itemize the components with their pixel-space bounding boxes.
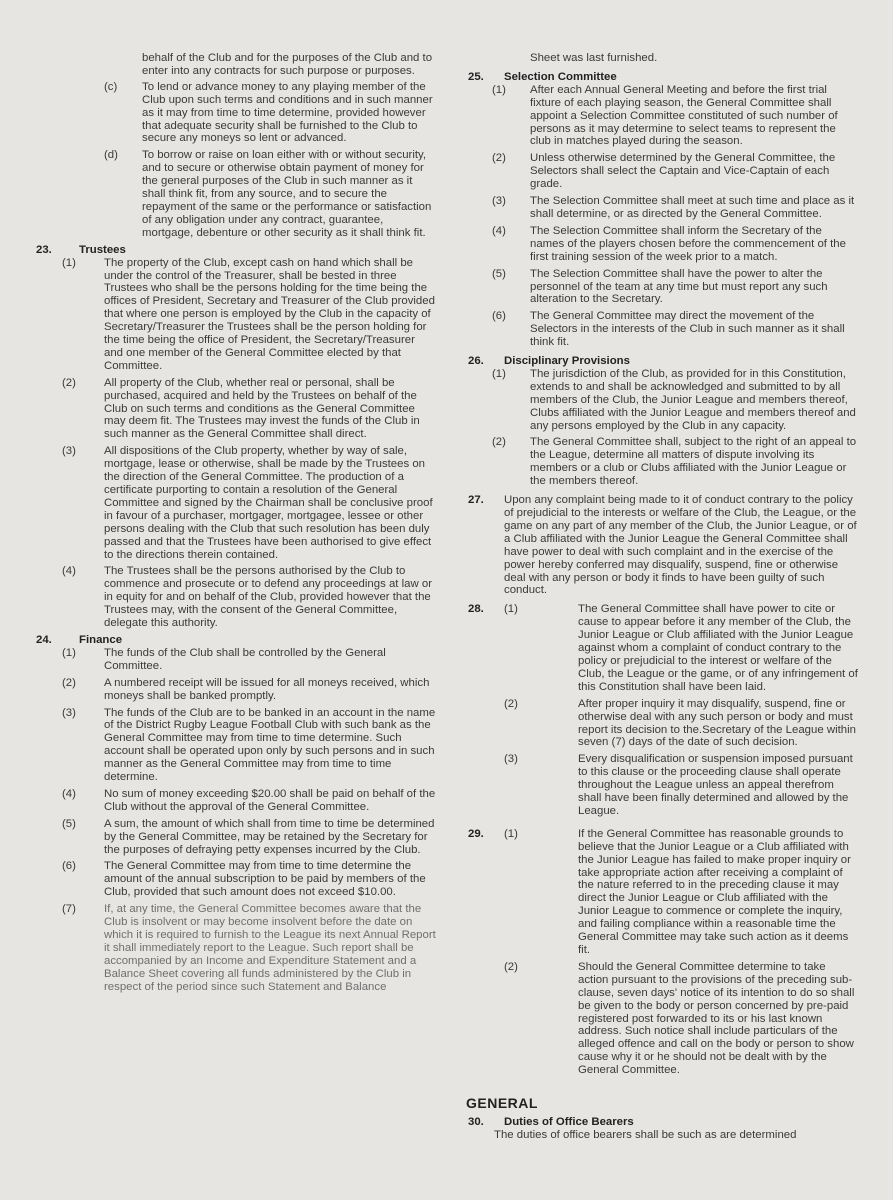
section-title: Finance [79,633,123,646]
section-text: Upon any complaint being made to it of conduct contrary to the policy of prejudicial to the interests or welfare of the Club, the League, or the game on any part of any member of the Club, the Junior League, or of a Club affiliated with the Junior League the General Committee shall have power to deal with such complaint and in the exercise of the power hereby conferred may disqualify, suspend, fine or otherwise deal with any person or body it finds to have been guilty of such conduct. [504,494,857,597]
subclause-number: (1) [492,83,506,96]
subclause [468,698,858,750]
subclause-number: (7) [62,903,76,916]
section-number: 30. [468,1115,484,1128]
section-29 [458,828,858,1081]
section-heading [458,355,858,368]
section-30-duties [458,1116,858,1142]
subclause-text: The General Committee shall have power to cite or cause to appear before it any member of the Club, the Junior League or Club affiliated with the Junior League against whom a complaint of conduct contrary to the policy or prejudicial to the interest or welfare of the Club, the League or the game, or of any infringement of this Constitution shall have been laid. [578,603,858,693]
section-number: 23. [36,243,52,256]
subclause-number: (1) [62,256,76,269]
subclause [22,860,436,899]
subclause-number: (2) [62,676,76,689]
subclause-number: (4) [62,787,76,800]
subclause [458,310,858,349]
subclause [458,268,858,307]
subclause-text: The Selection Committee shall meet at such time and place as it shall determine, or as directed by the General Committee. [530,195,855,220]
subclause-text: The General Committee may direct the movement of the Selectors in the interests of the Club in such manner as it shall think fit. [530,310,845,349]
subclause-number: (2) [504,960,518,973]
subclause-number: (1) [62,646,76,659]
subclause-text: The property of the Club, except cash on hand which shall be under the control of the Treasurer, shall be bested in three Trustees who shall be the persons holding for the time being the offices of President, Secretary and Treasurer of the Club provided that where one person is employed by the Club in the capacity of Secretary/Treasurer the Trustees shall be the person holding for the time being the office of President, the Secretary/Treasurer and one member of the General Committee elected by that Committee. [104,256,435,372]
subclause [22,565,436,630]
subclause-text: Should the General Committee determine to take action pursuant to the provisions of the preceding sub-clause, seven days' notice of its intention to do so shall be given to the body or person concerned by pre-paid registered post forwarded to its or his last known address. Such notice shall include particulars of the alleged offence and call on the body or person to show cause why it or he should not be dealt with by the General Committee. [578,960,855,1077]
section-24-finance [22,634,436,994]
item-number: (c) [104,80,118,93]
subclause [458,368,858,433]
section-number: 24. [36,633,52,646]
subclause-number: (6) [492,310,506,323]
subclause [458,436,858,488]
subclause-text: A numbered receipt will be issued for all moneys received, which moneys shall be banked promptly. [104,676,430,702]
subclause-number: (1) [504,827,518,840]
subclause [458,152,858,191]
subclause-text: The jurisdiction of the Club, as provided for in this Constitution, extends to and shall be acknowledged and submitted to by all members of the Club, the Junior League and members thereof, Clubs affiliated with the Junior League and members thereof and any persons employed by the Club in any capacity. [530,367,856,432]
subclause [458,225,858,264]
subclause-number: (1) [492,367,506,380]
section-27 [458,494,858,597]
continued-text: behalf of the Club and for the purposes of the Club and to enter into any contracts for such purpose or purposes. [142,52,433,77]
section-number: 28. [468,603,484,616]
subclause-text: Every disqualification or suspension imposed pursuant to this clause or the proceeding clause shall operate throughout the League unless an appeal therefrom shall have been finally determined and allowed by the League. [578,753,853,817]
continued-text: Sheet was last furnished. [530,52,658,64]
subclause-number: (2) [492,436,506,449]
subclause [458,84,858,149]
subclause-number: (3) [492,195,506,208]
left-column [22,52,436,998]
subclause-text: If, at any time, the General Committee becomes aware that the Club is insolvent or may become insolvent before the date on which it is required to furnish to the League its next Annual Report it shall immediately report to the League. Such report shall be accompanied by an Income and Expenditure Statement and a Balance Sheet covering all funds administered by the Club in respect of the period since such Statement and Balance [104,903,436,993]
section-body [504,828,858,1081]
subclause-text: All property of the Club, whether real or personal, shall be purchased, acquired and held by the Trustees on behalf of the Club on such terms and conditions as the General Committee may deem fit. The Trustees may invest the funds of the Club in such manner as the General Committee shall direct. [104,376,420,441]
section-number: 26. [468,355,484,368]
subclause [468,961,858,1077]
subclause [22,903,436,993]
subclause-text: The General Committee may from time to time determine the amount of the annual subscription to be paid by members of the Club, provided that such amount does not exceed $10.00. [104,860,426,899]
subclause-text: The Trustees shall be the persons authorised by the Club to commence and prosecute or to defend any proceedings at law or in equity for and on behalf of the Club, provided however that the Trustees may, with the consent of the General Committee, delegate this authority. [104,565,432,630]
subclause-text: The funds of the Club are to be banked in an account in the name of the District Rugby League Football Club with such bank as the General Committee may from time to time determine. Such account shall be operated upon only by such persons and in such manner as the General Committee may from time to time determine. [104,706,436,784]
section-heading [458,71,858,84]
section-23-trustees [22,244,436,630]
general-heading: GENERAL [466,1095,538,1112]
subclause-text: After proper inquiry it may disqualify, suspend, fine or otherwise deal with any such person or body and must report its decision to the.Secretary of the League within seven (7) days of the date of such decision. [578,697,856,749]
item-text: To borrow or raise on loan either with or without security, and to secure or otherwise obtain payment of money for the general purposes of the Club in such manner as it shall think fit, from any source, and to secure the repayment of the same or the performance or satisfaction of any obligation under any contract, guarantee, mortgage, debenture or other security as it shall think fit. [142,149,432,239]
section-number: 29. [468,827,484,840]
subclause-text: All dispositions of the Club property, whether by way of sale, mortgage, lease or otherwise, shall be made by the Trustees on the direction of the General Committee. The production of a certificate purporting to contain a resolution of the General Committee and signed by the Chairman shall be conclusive proof in favour of a purchaser, mortgager, mortgagee, lessee or other persons dealing with the Club that such resolution has been duly passed and that the Trustees have been authorised to give effect to the directions therein contained. [104,445,433,561]
subclause-text: The funds of the Club shall be controlled by the General Committee. [104,646,386,672]
subclause [22,647,436,673]
subclause-number: (3) [62,445,76,458]
subclause [468,603,858,693]
subclause-number: (5) [62,817,76,830]
subclause-number: (2) [62,376,76,389]
subclause [468,828,858,957]
subclause-number: (3) [62,706,76,719]
section-26-disciplinary-provisions [458,355,858,488]
section-heading [22,244,436,257]
section-25-selection-committee [458,71,858,349]
subclause-text: The General Committee shall, subject to the right of an appeal to the League, determine all matters of dispute involving its members or a club or Clubs affiliated with the Junior League or the members thereof. [530,436,857,488]
subclause-number: (2) [504,697,518,710]
item-number: (d) [104,149,118,162]
subclause-text: Unless otherwise determined by the General Committee, the Selectors shall select the Captain and Vice-Captain of each grade. [530,152,836,191]
subclause-text: A sum, the amount of which shall from time to time be determined by the General Committee, may be retained by the Secretary for the purposes of defraying petty expenses incurred by the Club. [104,817,435,856]
subclause [22,707,436,784]
clause-item-d [22,149,436,239]
clause-item-c [22,81,436,146]
section-number: 25. [468,70,484,83]
subclause [22,788,436,814]
subclause-number: (4) [492,224,506,237]
section-number: 27. [468,494,484,507]
section-title: Selection Committee [504,70,617,83]
section-title: Trustees [79,243,126,256]
section-28 [458,603,858,822]
subclause-number: (2) [492,152,506,165]
section-title: Duties of Office Bearers [504,1115,634,1128]
subclause-number: (6) [62,860,76,873]
subclause [22,257,436,373]
section-text: The duties of office bearers shall be such as are determined [494,1128,797,1141]
subclause [458,195,858,221]
subclause-text: The Selection Committee shall have the power to alter the personnel of the team at any time but must report any such alteration to the Secretary. [530,267,828,306]
section-heading [458,1116,858,1129]
subclause-text: If the General Committee has reasonable grounds to believe that the Junior League or a Club affiliated with the Junior League has failed to make proper inquiry or take appropriate action after receiving a complaint of the nature referred to in the preceding clause it may direct the Junior League or Club affiliated with the Junior League to commence or complete the inquiry, and failing compliance within a reasonable time the General Committee may take such action as it deems fit. [578,827,851,956]
subclause-number: (1) [504,603,518,616]
subclause-text: The Selection Committee shall inform the Secretary of the names of the players chosen before the commencement of the first training session of the week prior to a match. [530,224,846,263]
subclause [22,818,436,857]
subclause-number: (3) [504,753,518,766]
subclause [22,677,436,703]
subclause-text: No sum of money exceeding $20.00 shall be paid on behalf of the Club without the approval of the General Committee. [104,787,436,813]
subclause [22,377,436,442]
subclause [22,445,436,561]
right-column [458,52,858,1142]
item-text: To lend or advance money to any playing member of the Club upon such terms and conditions and in such manner as it may from time to time determine, provided however that adequate security shall be furnished to the Club to secure any moneys so lent or advanced. [142,80,433,145]
subclause-number: (5) [492,267,506,280]
subclause [468,753,858,818]
section-body [504,603,858,822]
section-heading [22,634,436,647]
subclause-number: (4) [62,565,76,578]
section-title: Disciplinary Provisions [504,355,630,368]
subclause-text: After each Annual General Meeting and before the first trial fixture of each playing season, the General Committee shall appoint a Selection Committee constituted of such number of persons as it may determine to select teams to represent the club in matches played during the season. [530,83,838,148]
